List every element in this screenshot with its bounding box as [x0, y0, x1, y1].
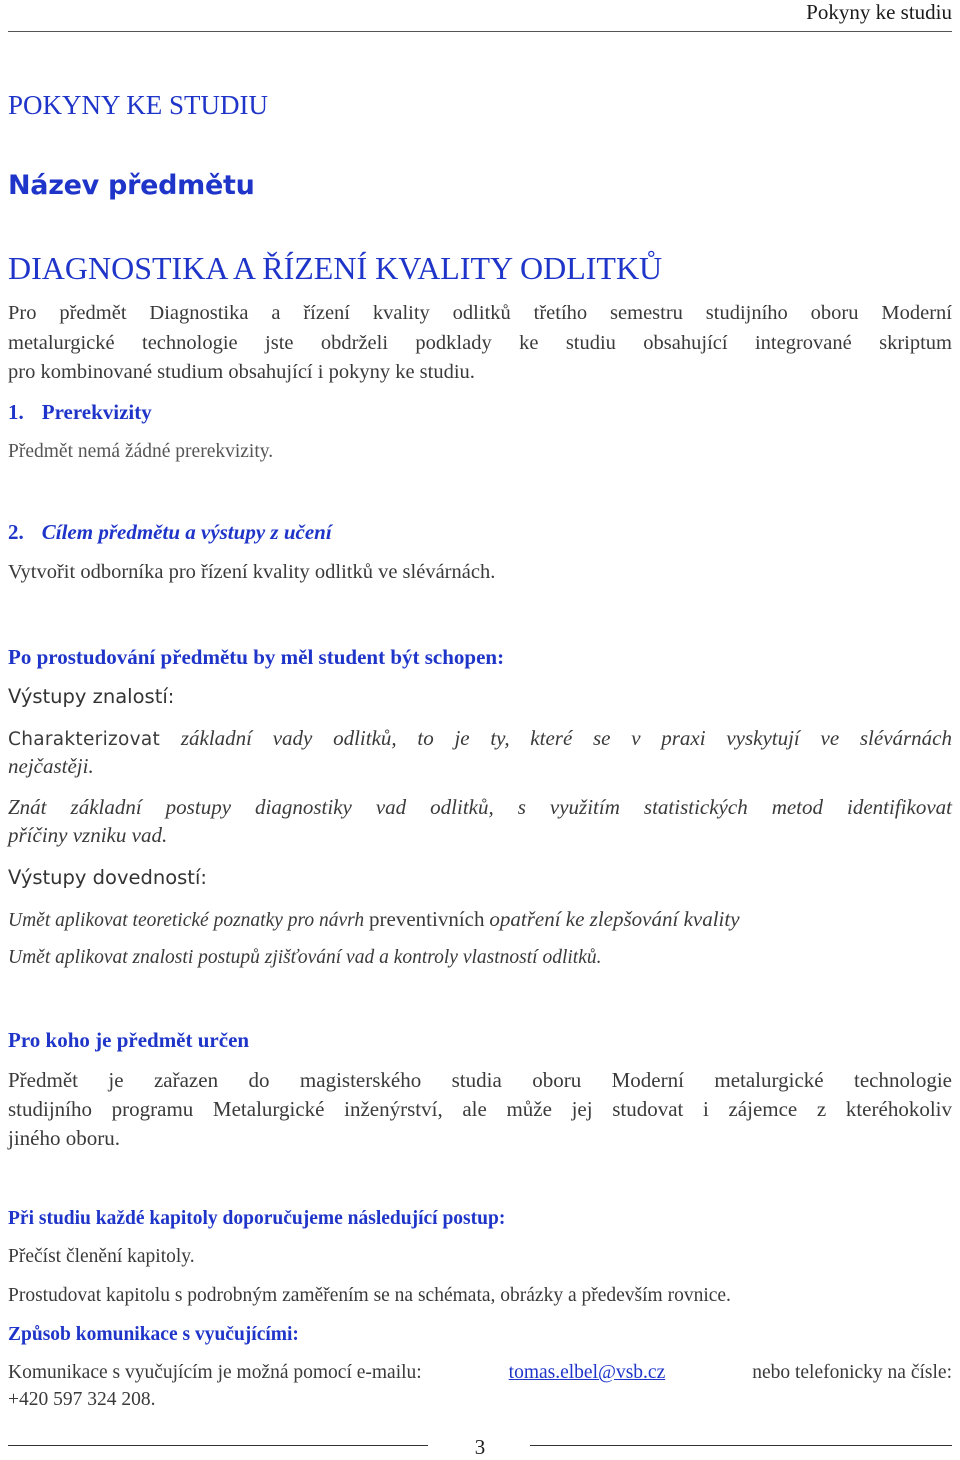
section-2-heading — [8, 520, 332, 545]
audience-line-2: studijního programu Metalurgické inženýrství, ale může jej studovat i zájemce z kteréhokoliv — [8, 1097, 952, 1121]
skills-heading: Výstupy dovedností: — [8, 866, 207, 889]
audience-heading: Pro koho je předmět určen — [8, 1028, 250, 1052]
section-1-text: Předmět nemá žádné prerekvizity. — [8, 441, 274, 462]
skill-item-1 — [8, 907, 740, 932]
section-2-title: Cílem předmětu a výstupy z učení — [41, 520, 332, 544]
communication-text-after: nebo telefonicky na čísle: — [752, 1362, 952, 1383]
communication-text-before: Komunikace s vyučujícím je možná pomocí e-mailu: — [8, 1362, 422, 1383]
skill-item-1-part-c: opatření ke zlepšování kvality — [489, 907, 740, 931]
audience-line-3: jiného oboru. — [8, 1126, 120, 1150]
email-link[interactable]: tomas.elbel@vsb.cz — [508, 1362, 666, 1383]
phone-number: +420 597 324 208. — [8, 1389, 156, 1410]
section-1-heading — [8, 400, 152, 425]
skill-item-2: Umět aplikovat znalosti postupů zjišťování vad a kontroly vlastností odlitků. — [8, 947, 602, 968]
section-1-number: 1. — [8, 400, 24, 424]
course-name: DIAGNOSTIKA A ŘÍZENÍ KVALITY ODLITKŮ — [8, 250, 663, 286]
intro-line-1: Pro předmět Diagnostika a řízení kvality odlitků třetího semestru studijního oboru Moderní — [8, 302, 952, 324]
study-step-2: Prostudovat kapitolu s podrobným zaměřením se na schémata, obrázky a především rovnice. — [8, 1285, 731, 1306]
knowledge-item-1-line-1 — [8, 726, 952, 751]
study-procedure-heading: Při studiu každé kapitoly doporučujeme následující postup: — [8, 1208, 506, 1229]
knowledge-item-2-line-2: příčiny vzniku vad. — [8, 823, 168, 847]
knowledge-item-1-verb: Charakterizovat — [8, 729, 161, 750]
audience-line-1: Předmět je zařazen do magisterského studia oboru Moderní metalurgické technologie — [8, 1068, 952, 1092]
section-2-number: 2. — [8, 520, 24, 544]
communication-line-1 — [8, 1362, 952, 1384]
page-number: 3 — [474, 1435, 486, 1459]
knowledge-item-1-text: základní vady odlitků, to je ty, které se v praxi vyskytují ve slévárnách — [180, 726, 953, 750]
page-title: POKYNY KE STUDIU — [8, 90, 268, 120]
skill-item-1-part-a: Umět aplikovat teoretické poznatky pro návrh — [8, 910, 365, 931]
intro-line-2: metalurgické technologie jste obdrželi podklady ke studiu obsahující integrované skriptum — [8, 332, 952, 354]
communication-heading: Způsob komunikace s vyučujícími: — [8, 1324, 299, 1345]
running-header: Pokyny ke studiu — [806, 0, 952, 24]
knowledge-heading: Výstupy znalostí: — [8, 685, 175, 708]
knowledge-item-1-line-2: nejčastěji. — [8, 754, 94, 778]
section-2-text: Vytvořit odborníka pro řízení kvality odlitků ve slévárnách. — [8, 561, 496, 583]
skill-item-1-part-b: preventivních — [369, 907, 485, 931]
study-step-1: Přečíst členění kapitoly. — [8, 1246, 195, 1267]
outcomes-heading: Po prostudování předmětu by měl student být schopen: — [8, 645, 505, 669]
header-divider — [8, 31, 952, 32]
subtitle: Název předmětu — [8, 170, 255, 201]
knowledge-item-2-line-1: Znát základní postupy diagnostiky vad odlitků, s využitím statistických metod identifikovat — [8, 795, 952, 819]
section-1-title: Prerekvizity — [41, 400, 152, 424]
intro-line-3: pro kombinované studium obsahující i pokyny ke studiu. — [8, 361, 475, 383]
